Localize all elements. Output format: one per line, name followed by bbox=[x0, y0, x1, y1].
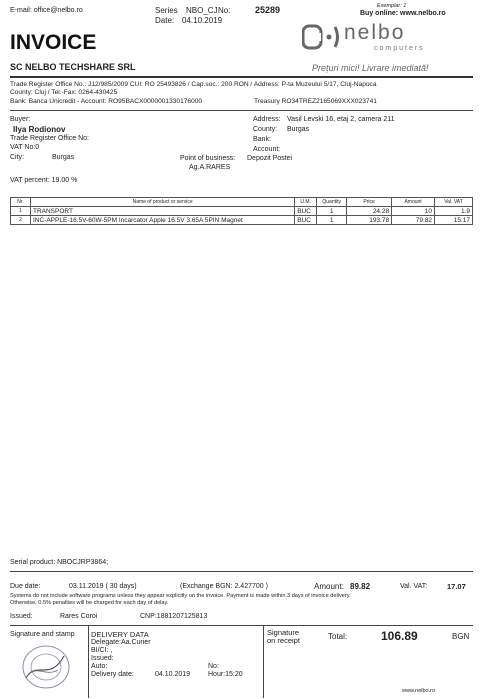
col-nr: Nr. bbox=[11, 198, 31, 207]
delivery-date-label: Delivery date: bbox=[91, 671, 134, 678]
point-of-business-value: Depozit Postei bbox=[247, 155, 293, 162]
delivery-title: DELIVERY DATA bbox=[91, 630, 149, 639]
date-value: 04.10.2019 bbox=[182, 16, 223, 25]
buyer-trade-register: Trade Register Office No: bbox=[10, 135, 89, 142]
point-of-business-label: Point of business: bbox=[180, 155, 236, 162]
invoice-title: INVOICE bbox=[10, 31, 97, 54]
logo-name: nelbo bbox=[344, 21, 406, 44]
amount-value: 89.82 bbox=[350, 582, 371, 591]
point-of-business-sub: Ag.A.RARES bbox=[189, 164, 231, 171]
auto-no-label: No: bbox=[208, 663, 219, 670]
col-price: Price bbox=[347, 198, 392, 207]
signature-receipt-label: Signature on receipt bbox=[267, 628, 300, 645]
buyer-label: Buyer: bbox=[10, 116, 31, 123]
logo-subtitle: computers bbox=[374, 45, 425, 52]
signature-separator bbox=[88, 626, 89, 698]
col-vat: Val. VAT bbox=[435, 198, 473, 207]
vat-total-label: Val. VAT: bbox=[400, 583, 428, 590]
cell-quantity: 1 bbox=[317, 216, 347, 225]
buyer-vat-no: VAT No:0 bbox=[10, 144, 40, 151]
amount-label: Amount: bbox=[314, 582, 344, 591]
cell-amount: 10 bbox=[392, 207, 435, 216]
buyer-name: Ilya Rodionov bbox=[13, 125, 66, 134]
series-label: Series bbox=[155, 6, 178, 15]
exchange-rate: (Exchange BGN: 2.427700 ) bbox=[180, 583, 268, 590]
issued-label: Issued: bbox=[10, 613, 33, 620]
account-label: Account: bbox=[253, 146, 281, 153]
delivery-date: 04.10.2019 bbox=[155, 671, 191, 678]
cnp: CNP:1881207125813 bbox=[140, 613, 208, 620]
due-date-value: 03.11.2019 ( 30 days) bbox=[69, 583, 137, 590]
cell-vat: 15.17 bbox=[435, 216, 473, 225]
terms-line1: Systems do not include software programs unless they appear explicitly on the invoice. Payment is made within 3 days of invoice delivery. bbox=[10, 593, 351, 599]
cell-price: 193.78 bbox=[347, 216, 392, 225]
vat-percent: VAT percent: 19.00 % bbox=[10, 177, 78, 184]
total-currency: BGN bbox=[452, 632, 470, 641]
issued-delivery-label: Issued: bbox=[91, 655, 114, 662]
cell-nr: 1 bbox=[11, 207, 31, 216]
company-name: SC NELBO TECHSHARE SRL bbox=[10, 62, 136, 72]
cell-quantity: 1 bbox=[317, 207, 347, 216]
county-label: County: bbox=[253, 126, 278, 133]
total-value: 106.89 bbox=[381, 629, 418, 643]
cell-amount: 79.82 bbox=[392, 216, 435, 225]
address-label: Address: bbox=[253, 116, 281, 123]
footer-divider bbox=[10, 625, 473, 626]
stamp-icon bbox=[20, 642, 72, 692]
table-header-row bbox=[11, 198, 473, 207]
serial-product: Serial product: NBOCJRP3864; bbox=[10, 559, 109, 566]
cell-vat: 1.9 bbox=[435, 207, 473, 216]
col-name: Name of product or service bbox=[30, 198, 294, 207]
nelbo-logo-icon bbox=[302, 23, 342, 51]
bank-label: Bank: bbox=[253, 136, 271, 143]
issued-value: Rares Coroi bbox=[60, 613, 98, 620]
seller-line1: Trade Register Office No.: J12/985/2009 CUI: RO 25493826 / Cap.soc.: 200 RON / Address: P-ta Muzeului 5/17, Cluj-Napoca bbox=[10, 81, 377, 88]
header-divider bbox=[10, 76, 473, 78]
cell-name: TRANSPORT bbox=[30, 207, 294, 216]
table-row bbox=[11, 216, 473, 225]
delegate: Delegate:Aa.Curier bbox=[91, 639, 151, 646]
buyer-address: Vasil Levski 16, etaj 2, camera 211 bbox=[287, 116, 395, 123]
due-date-label: Due date: bbox=[10, 583, 41, 590]
buyer-city: Burgas bbox=[52, 154, 75, 161]
buyer-county: Burgas bbox=[287, 126, 310, 133]
signature-stamp-label: Signature and stamp bbox=[10, 631, 75, 638]
invoice-number: 25289 bbox=[255, 5, 281, 15]
items-table bbox=[10, 197, 473, 225]
auto-label: Auto: bbox=[91, 663, 108, 670]
bi-ci: BI/CI: , bbox=[91, 647, 113, 654]
exemplar: Exemplar: 1 bbox=[377, 3, 407, 9]
cell-nr: 2 bbox=[11, 216, 31, 225]
buy-online: Buy online: www.nelbo.ro bbox=[360, 10, 446, 17]
cell-um: BUC bbox=[295, 216, 317, 225]
cell-price: 24.28 bbox=[347, 207, 392, 216]
cell-name: INC-APPLE-16.5V-60W-5PM Incarcator Apple 16.5V 3.65A 5PIN Magnet bbox=[30, 216, 294, 225]
buyer-city-label: City: bbox=[10, 154, 24, 161]
seller-treasury: Treasury RO34TREZ2165069XXX023741 bbox=[254, 98, 377, 105]
seller-bank: Bank: Banca Unicredit - Account: RO95BACX0000001330176000 bbox=[10, 98, 203, 105]
terms-line2: Otherwise, 0.5% penalties will be charged for each day of delay. bbox=[10, 600, 169, 606]
table-row bbox=[11, 207, 473, 216]
vat-total-value: 17.07 bbox=[447, 582, 466, 591]
serial-divider bbox=[10, 571, 473, 572]
number-label: No: bbox=[218, 6, 231, 15]
slogan: Prețuri mici! Livrare imediată! bbox=[312, 63, 429, 73]
total-label: Total: bbox=[328, 632, 348, 641]
col-amount: Amount bbox=[392, 198, 435, 207]
seller-line2: County: Cluj / Tel.-Fax: 0264-430425 bbox=[10, 89, 118, 96]
col-um: U.M. bbox=[295, 198, 317, 207]
delivery-hour: Hour:15:20 bbox=[208, 671, 243, 678]
date-label: Date: bbox=[155, 16, 175, 25]
seller-divider bbox=[10, 110, 473, 111]
email: E-mail: office@nelbo.ro bbox=[10, 7, 83, 14]
receipt-separator bbox=[263, 626, 264, 698]
footer-website: www.nelbo.ro bbox=[402, 688, 436, 694]
cell-um: BUC bbox=[295, 207, 317, 216]
series-value: NBO_CJ bbox=[186, 6, 218, 15]
col-quantity: Quantity bbox=[317, 198, 347, 207]
